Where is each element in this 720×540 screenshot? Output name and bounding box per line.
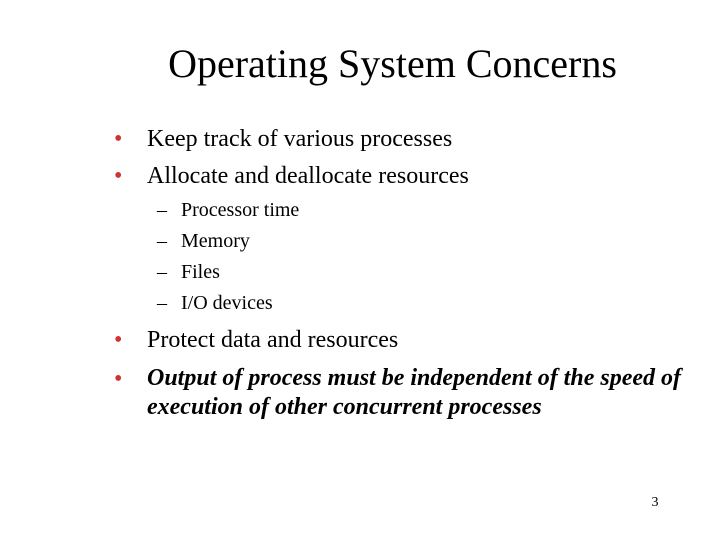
bullet-text: Keep track of various processes <box>147 126 453 152</box>
bullet-marker: • <box>114 366 123 392</box>
sub-bullet-marker: – <box>157 261 167 283</box>
bullet-marker: • <box>114 126 123 152</box>
sub-bullet-text: Memory <box>181 230 250 252</box>
sub-bullet-text: Processor time <box>181 199 300 221</box>
bullet-marker: • <box>114 163 123 189</box>
bullet-text: Allocate and deallocate resources <box>147 163 469 189</box>
slide-title: Operating System Concerns <box>168 41 617 86</box>
bullet-marker: • <box>114 327 123 353</box>
bullet-text-emphasized: Output of process must be independent of the speed of execution of other concurrent processes <box>147 365 681 420</box>
sub-bullet-marker: – <box>157 230 167 252</box>
sub-bullet-marker: – <box>157 199 167 221</box>
page-number: 3 <box>651 495 659 510</box>
sub-bullet-text: Files <box>181 261 220 283</box>
sub-bullet-marker: – <box>157 292 167 314</box>
sub-bullet-text: I/O devices <box>181 292 273 314</box>
bullet-text: Protect data and resources <box>147 327 399 353</box>
